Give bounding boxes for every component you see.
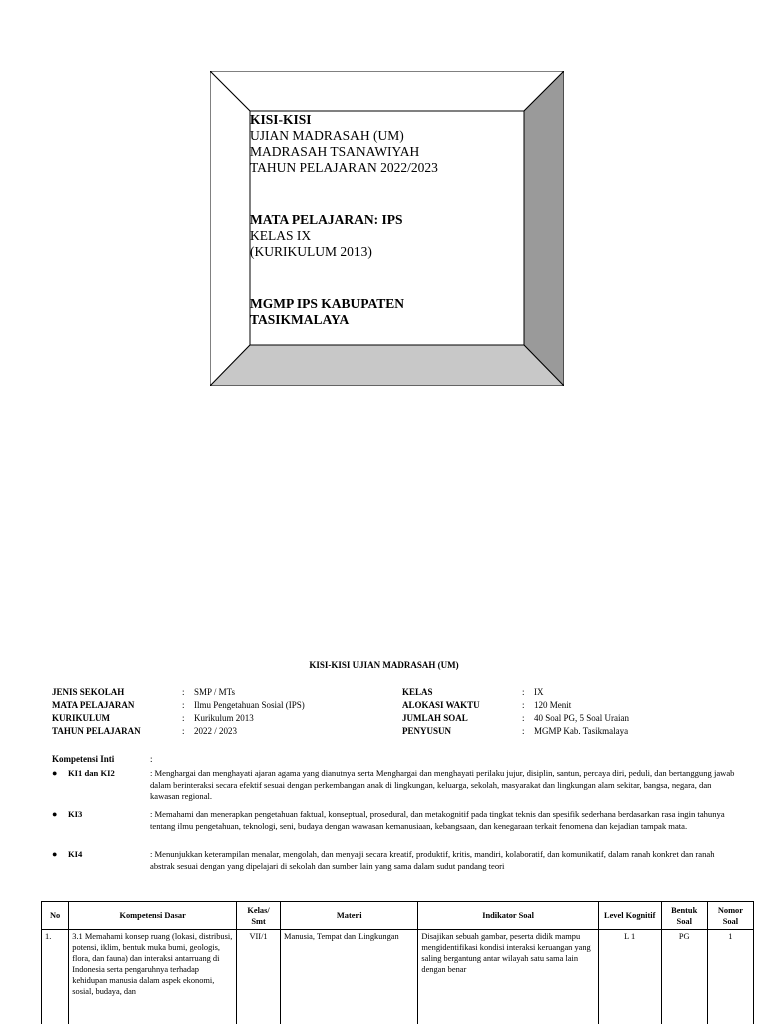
cell-bentuk-soal: PG [661,930,707,1024]
ki-description: : Menunjukkan keterampilan menalar, mengolah, dan menyaji secara kreatif, produktif, kritis, mandiri, kolaboratif, dan komunikatif, dalam ranah konkret dan ranah abstrak sesuai dengan yang dipelajari di sekolah dan sumber lain yang sama dalam sudut pandang teori [150,849,715,871]
meta-row: TAHUN PELAJARAN : 2022 / 2023 [52,726,238,736]
cell-no: 1. [42,930,69,1024]
ki-item [52,849,740,872]
meta-row: KURIKULUM : Kurikulum 2013 [52,713,254,723]
ki-description: : Menghargai dan menghayati ajaran agama yang dianutnya serta Menghargai dan menghayati perilaku jujur, disiplin, santun, percaya diri, peduli, dan bertanggung jawab dalam berinteraksi secara efektif sesuai dengan perkembangan anak di lingkungan, keluarga, sekolah, masyarakat dan lingkungan alam sekitar, bangsa, negara, dan kawasan regional. [150,768,735,801]
cell-level-kognitif: L 1 [598,930,661,1024]
ki-heading-label: Kompetensi Inti [52,754,115,764]
cell-kompetensi-dasar: 3.1 Memahami konsep ruang (lokasi, distribusi, potensi, iklim, bentuk muka bumi, geologis, flora, dan fauna) dan interaksi antarruang di Indonesia serta pengaruhnya terhadap kehidupan manusia dalam aspek ekonomi, sosial, budaya, dan [69,930,237,1024]
bullet-icon: ● [52,849,58,859]
cell-indikator-soal: Disajikan sebuah gambar, peserta didik mampu mengidentifikasi kondisi interaksi keruangan yang saling bergantung antar wilayah satu sama lain dengan benar [418,930,598,1024]
meta-row: ALOKASI WAKTU : 120 Menit [402,700,572,710]
cover-text [250,112,522,344]
ki-heading: Kompetensi Inti : [52,754,153,764]
meta-value: MGMP Kab. Tasikmalaya [534,726,629,736]
col-header-kelas-smt: Kelas/ Smt [237,902,281,930]
meta-row: JUMLAH SOAL : 40 Soal PG, 5 Soal Uraian [402,713,629,723]
cell-nomor-soal: 1 [707,930,753,1024]
col-header-materi: Materi [281,902,418,930]
meta-key: KURIKULUM [52,713,110,723]
document-title: KISI-KISI UJIAN MADRASAH (UM) [309,660,459,670]
meta-value: Kurikulum 2013 [194,713,254,723]
metadata-right [402,686,629,738]
col-header-level-kognitif: Level Kognitif [598,902,661,930]
metadata-left [52,686,305,738]
table-row [42,930,754,1024]
meta-key: KELAS [402,687,433,697]
cover-organizer-line1: MGMP IPS KABUPATEN [250,296,404,311]
cover-school-type: MADRASAH TSANAWIYAH [250,144,420,159]
meta-key: ALOKASI WAKTU [402,700,480,710]
col-header-bentuk-soal: Bentuk Soal [661,902,707,930]
cover-frame [210,71,564,386]
col-header-nomor-soal: Nomor Soal [707,902,753,930]
cell-materi: Manusia, Tempat dan Lingkungan [281,930,418,1024]
meta-value: SMP / MTs [194,687,236,697]
meta-row: PENYUSUN : MGMP Kab. Tasikmalaya [402,726,629,736]
bullet-icon: ● [52,768,58,778]
meta-key: TAHUN PELAJARAN [52,726,141,736]
meta-value: 2022 / 2023 [194,726,238,736]
cell-kelas-smt: VII/1 [237,930,281,1024]
ki-name: KI4 [68,849,83,859]
cover-class: KELAS IX [250,228,312,243]
meta-key: JUMLAH SOAL [402,713,468,723]
meta-key: JENIS SEKOLAH [52,687,125,697]
cover-organizer-line2: TASIKMALAYA [250,312,350,327]
col-header-kompetensi-dasar: Kompetensi Dasar [69,902,237,930]
cover-curriculum: (KURIKULUM 2013) [250,244,372,259]
cover-subject: MATA PELAJARAN: IPS [250,212,403,227]
ki-description: : Memahami dan menerapkan pengetahuan faktual, konseptual, prosedural, dan metakognitif pada tingkat teknis dan spesifik sederhana berdasarkan rasa ingin tahunya tentang ilmu pengetahuan, teknologi, seni, budaya dengan wawasan kemanusiaan, kebangsaan, dan kenegaraan terkait fenomena dan kejadian tampak mata. [150,809,725,831]
col-header-indikator-soal: Indikator Soal [418,902,598,930]
meta-key: PENYUSUN [402,726,452,736]
ki-name: KI1 dan KI2 [68,768,115,778]
meta-row: KELAS : IX [402,687,544,697]
meta-value: Ilmu Pengetahuan Sosial (IPS) [194,700,305,710]
cover-exam-name: UJIAN MADRASAH (UM) [250,128,404,143]
meta-row: MATA PELAJARAN : Ilmu Pengetahuan Sosial (IPS) [52,700,305,710]
ki-item [52,768,740,803]
ki-name: KI3 [68,809,83,819]
cover-year: TAHUN PELAJARAN 2022/2023 [250,160,438,175]
ki-item [52,809,740,832]
kisi-kisi-table [41,901,754,1024]
meta-key: MATA PELAJARAN [52,700,135,710]
meta-value: 120 Menit [534,700,572,710]
cover-title: KISI-KISI [250,112,312,127]
col-header-no: No [42,902,69,930]
table-header-row [42,902,754,930]
meta-value: IX [534,687,544,697]
meta-row: JENIS SEKOLAH : SMP / MTs [52,687,236,697]
bullet-icon: ● [52,809,58,819]
meta-value: 40 Soal PG, 5 Soal Uraian [534,713,629,723]
